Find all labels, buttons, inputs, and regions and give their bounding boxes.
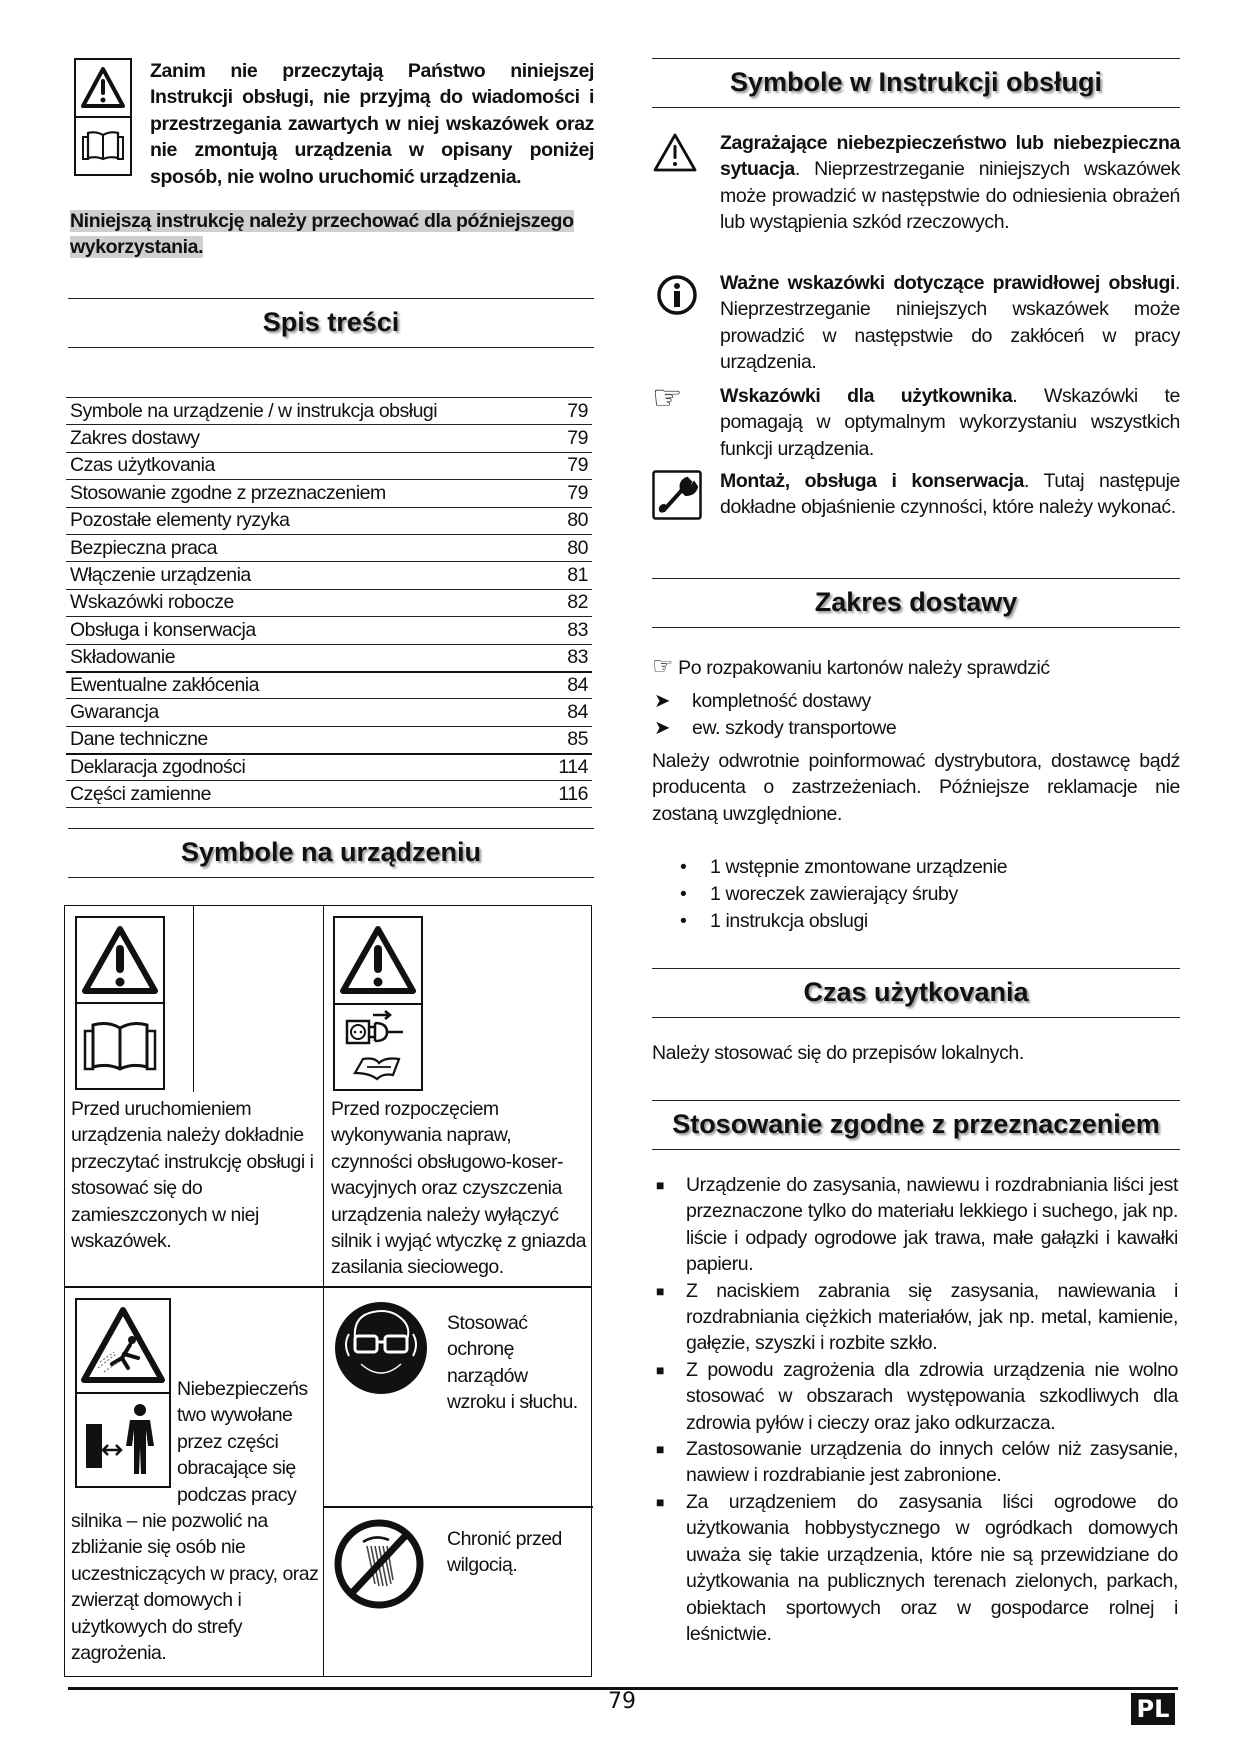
manual-symbol-maintenance: Montaż, obsługa i konserwacja. Tutaj następuje dokładne objaśnienie czynności, które należy wykonać. bbox=[652, 468, 1180, 521]
delivery-notice: Należy odwrotnie poinformować dystrybutora, dostawcę bądź producenta o zastrzeżeniach. Późniejsze reklamacje nie zostaną uwzględnione. bbox=[652, 750, 1180, 825]
square-bullet-icon: ■ bbox=[656, 1441, 665, 1458]
list-item: ■ Z powodu zagrożenia dla zdrowia urządzenia nie wolno stosować w obszarach występowania szkodliwych dla zdrowia pyłów i cieczy oraz jako odkurzacza. bbox=[652, 1357, 1178, 1436]
lifetime-text: Należy stosować się do przepisów lokalnych. bbox=[652, 1042, 1024, 1064]
warning-unplug-manual-icon bbox=[333, 916, 423, 1091]
warning-triangle-icon bbox=[77, 918, 163, 1002]
flying-debris-keep-distance-icon bbox=[75, 1298, 171, 1488]
square-bullet-icon: ■ bbox=[656, 1177, 665, 1193]
pointing-hand-icon: ☞ bbox=[652, 653, 674, 680]
delivery-check-list bbox=[652, 688, 1180, 742]
delivery-contents-list bbox=[678, 854, 1206, 935]
toc-row[interactable]: Włączenie urządzenia 81 bbox=[66, 561, 592, 588]
device-symbol-text: Chronić przed wilgocią. bbox=[447, 1528, 562, 1577]
delivery-check-intro: ☞ Po rozpakowaniu kartonów należy sprawdzić bbox=[652, 653, 1050, 680]
table-divider bbox=[323, 906, 324, 1676]
bullet-icon: • bbox=[680, 883, 687, 905]
list-item: ■ Urządzenie do zasysania, nawiewu i rozdrabniania liści jest przeznaczone tylko do materiału lekkiego i suchego, jak np. liście i odpady ogrodowe jak trawa, małe gałązki i kawałki papieru. bbox=[652, 1172, 1178, 1278]
toc-row[interactable]: Części zamienne 116 bbox=[66, 780, 592, 807]
list-item: ■ Zastosowanie urządzenia do innych celów niż zasysanie, nawiew i rozdrabianie jest zabronione. bbox=[652, 1436, 1178, 1489]
table-divider bbox=[193, 906, 194, 1092]
manual-symbol-info: Ważne wskazówki dotyczące prawidłowej obsługi. Nieprzestrzeganie niniejszych wskazówek może prowadzić w następstwie do zakłóceń w pracy urządzenia. bbox=[652, 270, 1180, 376]
eye-ear-protection-icon bbox=[333, 1300, 429, 1401]
flying-debris-icon bbox=[77, 1300, 169, 1392]
manual-symbols-heading: Symbole w Instrukcji obsługi bbox=[652, 58, 1180, 108]
intro-warning bbox=[74, 58, 594, 190]
keep-distance-icon bbox=[77, 1392, 169, 1486]
list-item: ■ Z naciskiem zabrania się zasysania, nawiewania i rozdrabniania ciężkich materiałów, jak np. metal, kamienie, gałęzie, szyszki i rozbite szkło. bbox=[652, 1278, 1178, 1357]
toc-row[interactable]: Gwarancja 84 bbox=[66, 698, 592, 725]
intended-use-list bbox=[652, 1172, 1178, 1647]
bullet-icon: • bbox=[680, 856, 687, 878]
manual-symbol-user-tip: ☞ Wskazówki dla użytkownika. Wskazówki te pomagają w optymalnym wykorzystaniu wszystkich funkcji urządzenia. bbox=[652, 383, 1180, 462]
pointing-hand-icon: ☞ bbox=[652, 379, 683, 417]
lifetime-heading: Czas użytkovania bbox=[652, 968, 1180, 1018]
toc-row[interactable]: Obsługa i konserwacja 83 bbox=[66, 616, 592, 643]
list-item: ➤ ew. szkody transportowe bbox=[652, 715, 1180, 742]
list-item: • 1 woreczek zawierający śruby bbox=[678, 881, 1206, 908]
wrench-icon bbox=[652, 468, 720, 521]
device-symbols-heading: Symbole na urządzeniu bbox=[68, 828, 594, 878]
device-symbol-text: Niebezpieczeńs two wywołane przez części obracające się podczas pracy bbox=[177, 1378, 308, 1506]
keep-manual-notice: Niniejszą instrukcję należy przechować dla późniejszego wykorzystania. bbox=[70, 210, 574, 259]
table-of-contents bbox=[66, 397, 592, 808]
toc-row[interactable]: Ewentualne zakłócenia 84 bbox=[66, 671, 592, 698]
warning-triangle-icon bbox=[76, 60, 130, 116]
toc-heading: Spis treści bbox=[68, 298, 594, 348]
toc-row[interactable]: Zakres dostawy 79 bbox=[66, 424, 592, 451]
toc-row[interactable]: Deklaracja zgodności 114 bbox=[66, 753, 592, 780]
list-item: ➤ kompletność dostawy bbox=[652, 688, 1180, 715]
device-symbols-table bbox=[64, 905, 592, 1677]
table-divider bbox=[65, 1286, 591, 1288]
delivery-heading: Zakres dostawy bbox=[652, 578, 1180, 628]
toc-row[interactable]: Czas użytkovania 79 bbox=[66, 452, 592, 479]
intro-warning-text: Zanim nie przeczytają Państwo niniejszej Instrukcji obsługi, nie przyjmą do wiadomości i przestrzegania zawartych w niej wskazówek oraz nie zmontują urządzenia w opisany poniżej sposób, nie wolno uruchomić urządzenia. bbox=[150, 60, 594, 188]
toc-row[interactable]: Symbole na urządzenie / w instrukcja obsługi 79 bbox=[66, 397, 592, 424]
square-bullet-icon: ■ bbox=[656, 1282, 665, 1299]
book-icon bbox=[76, 116, 130, 174]
list-item: • 1 wstępnie zmontowane urządzenie bbox=[678, 854, 1206, 881]
warning-icon bbox=[652, 130, 720, 236]
toc-row[interactable]: Dane techniczne 85 bbox=[66, 726, 592, 753]
no-rain-icon bbox=[333, 1518, 425, 1615]
toc-row[interactable]: Wskazówki robocze 82 bbox=[66, 589, 592, 616]
arrow-bullet-icon: ➤ bbox=[654, 717, 670, 739]
book-icon bbox=[77, 1002, 163, 1088]
warning-read-manual-icon bbox=[74, 58, 132, 176]
square-bullet-icon: ■ bbox=[656, 1361, 665, 1378]
toc-row[interactable]: Pozostałe elementy ryzyka 80 bbox=[66, 507, 592, 534]
warning-read-manual-icon bbox=[75, 916, 165, 1090]
bullet-icon: • bbox=[680, 910, 687, 932]
intended-use-heading: Stosowanie zgodne z przeznaczeniem bbox=[652, 1100, 1180, 1150]
toc-row[interactable]: Składowanie 83 bbox=[66, 644, 592, 671]
info-icon bbox=[652, 270, 720, 376]
device-symbol-text: silnika – nie pozwolić na zbliżanie się osób nie uczestniczących w pracy, oraz zwierząt domowych i użytkowych do strefy zagrożenia. bbox=[71, 1510, 319, 1665]
device-symbol-text: Stosować ochronę narządów wzroku i słuchu. bbox=[447, 1312, 578, 1414]
table-divider bbox=[323, 1506, 593, 1508]
unplug-service-icon bbox=[335, 1003, 421, 1090]
toc-row[interactable]: Stosowanie zgodne z przeznaczeniem 79 bbox=[66, 479, 592, 506]
warning-triangle-icon bbox=[335, 918, 421, 1003]
language-badge: PL bbox=[1131, 1693, 1175, 1725]
list-item: • 1 instrukcja obslugi bbox=[678, 908, 1206, 935]
device-symbol-text: Przed uruchomieniem urządzenia należy dokładnie przeczytać instrukcję obsługi i stosować się do zamieszczonych w niej wskazówek. bbox=[71, 1098, 314, 1253]
toc-row[interactable]: Bezpieczna praca 80 bbox=[66, 534, 592, 561]
manual-symbol-warning: Zagrażające niebezpieczeństwo lub niebezpieczna sytuacja. Nieprzestrzeganie niniejszych wskazówek może prowadzić w następstwie do odniesienia obrażeń lub wystąpienia szkód rzeczowych. bbox=[652, 130, 1180, 236]
device-symbol-text: Przed rozpoczęciem wykonywania napraw, czynności obsługowo-koser-wacyjnych oraz czyszczenia urządzenia należy wyłączyć silnik i wyjąć wtyczkę z gniazda zasilania sieciowego. bbox=[331, 1098, 586, 1279]
square-bullet-icon: ■ bbox=[656, 1493, 665, 1510]
arrow-bullet-icon: ➤ bbox=[654, 690, 670, 712]
list-item: ■ Za urządzeniem do zasysania liści ogrodowe do użytkowania hobbystycznego w ogródkach domowych uważa się takie urządzenia, które nie są przewidziane do użytkowania na publicznych terenach zielonych, parkach, obiektach sportowych oraz w gospodarce rolnej i leśnictwie. bbox=[652, 1489, 1178, 1647]
page-number: 79 bbox=[608, 1689, 636, 1714]
